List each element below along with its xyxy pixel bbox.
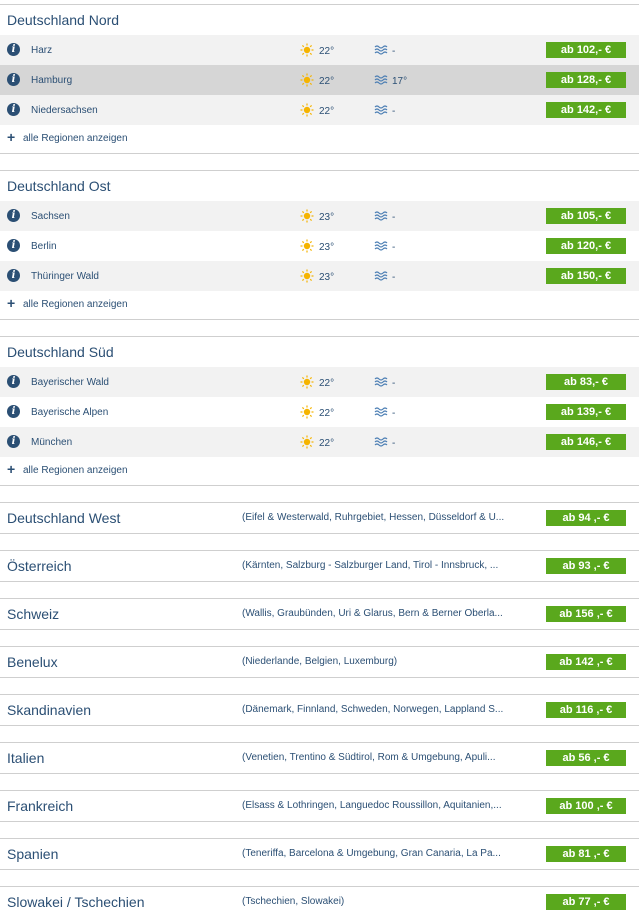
group-divider xyxy=(0,153,639,171)
show-all-label[interactable]: alle Regionen anzeigen xyxy=(23,299,128,310)
collapsed-group-schweiz[interactable] xyxy=(0,599,639,629)
price-button[interactable]: ab 102,- € xyxy=(546,42,626,58)
water-wave-icon xyxy=(374,105,390,115)
group-name-link[interactable]: Spanien xyxy=(7,846,59,862)
region-name-link[interactable]: Bayerischer Wald xyxy=(31,377,109,388)
group-divider xyxy=(0,485,639,503)
price-button[interactable]: ab 146,- € xyxy=(546,434,626,450)
water-temperature: 17° xyxy=(392,76,408,87)
region-row[interactable] xyxy=(0,427,639,457)
price-button[interactable]: ab 93 ,- € xyxy=(546,558,626,574)
price-button[interactable]: ab 150,- € xyxy=(546,268,626,284)
air-temperature: 23° xyxy=(319,212,335,223)
price-button[interactable]: ab 77 ,- € xyxy=(546,894,626,910)
water-wave-icon xyxy=(374,271,390,281)
plus-icon: + xyxy=(7,129,16,145)
water-temperature: - xyxy=(392,242,396,253)
region-group-sued xyxy=(0,337,639,485)
region-name-link[interactable]: München xyxy=(31,437,73,448)
water-temperature: - xyxy=(392,438,396,449)
region-name-link[interactable]: Niedersachsen xyxy=(31,105,98,116)
collapsed-group-italien[interactable] xyxy=(0,743,639,773)
plus-icon: + xyxy=(7,295,16,311)
group-subregions[interactable]: (Elsass & Lothringen, Languedoc Roussillon, Aquitanien,... xyxy=(242,800,502,811)
price-button[interactable]: ab 120,- € xyxy=(546,238,626,254)
price-button[interactable]: ab 56 ,- € xyxy=(546,750,626,766)
group-name-link[interactable]: Slowakei / Tschechien xyxy=(7,894,145,910)
group-divider xyxy=(0,629,639,647)
group-title: Deutschland Ost xyxy=(7,178,111,194)
water-wave-icon xyxy=(374,241,390,251)
group-subregions[interactable]: (Eifel & Westerwald, Ruhrgebiet, Hessen, Düsseldorf & U... xyxy=(242,512,505,523)
info-icon[interactable]: i xyxy=(7,375,20,388)
region-name-link[interactable]: Hamburg xyxy=(31,75,73,86)
info-icon[interactable]: i xyxy=(7,103,20,116)
group-subregions[interactable]: (Dänemark, Finnland, Schweden, Norwegen, Lappland S... xyxy=(242,704,504,715)
water-temperature: - xyxy=(392,272,396,283)
group-divider xyxy=(0,677,639,695)
region-group-ost xyxy=(0,171,639,319)
air-temperature: 22° xyxy=(319,438,335,449)
show-all-regions-link[interactable] xyxy=(0,291,639,319)
collapsed-group-frankreich[interactable] xyxy=(0,791,639,821)
water-wave-icon xyxy=(374,211,390,221)
water-temperature: - xyxy=(392,46,396,57)
collapsed-group-skandinavien[interactable] xyxy=(0,695,639,725)
plus-icon: + xyxy=(7,461,16,477)
group-name-link[interactable]: Skandinavien xyxy=(7,702,92,718)
price-button[interactable]: ab 105,- € xyxy=(546,208,626,224)
air-temperature: 22° xyxy=(319,378,335,389)
show-all-label[interactable]: alle Regionen anzeigen xyxy=(23,133,128,144)
group-subregions[interactable]: (Teneriffa, Barcelona & Umgebung, Gran Canaria, La Pa... xyxy=(242,848,501,859)
region-row[interactable] xyxy=(0,201,639,231)
info-icon[interactable]: i xyxy=(7,73,20,86)
air-temperature: 23° xyxy=(319,242,335,253)
info-icon[interactable]: i xyxy=(7,209,20,222)
collapsed-group-oesterreich[interactable] xyxy=(0,551,639,581)
group-divider xyxy=(0,533,639,551)
group-name-link[interactable]: Österreich xyxy=(7,558,72,574)
group-name-link[interactable]: Frankreich xyxy=(7,798,74,814)
sun-icon xyxy=(300,435,314,449)
group-title: Deutschland Nord xyxy=(7,12,120,28)
region-name-link[interactable]: Harz xyxy=(31,45,53,56)
region-row[interactable] xyxy=(0,65,639,95)
price-button[interactable]: ab 128,- € xyxy=(546,72,626,88)
region-name-link[interactable]: Sachsen xyxy=(31,211,70,222)
sun-icon xyxy=(300,375,314,389)
region-row[interactable] xyxy=(0,231,639,261)
sun-icon xyxy=(300,43,314,57)
water-wave-icon xyxy=(374,45,390,55)
water-wave-icon xyxy=(374,75,390,85)
region-name-link[interactable]: Berlin xyxy=(31,241,57,252)
price-button[interactable]: ab 142,- € xyxy=(546,102,626,118)
collapsed-group-slowakei-tschechien[interactable] xyxy=(0,887,639,917)
price-button[interactable]: ab 116 ,- € xyxy=(546,702,626,718)
group-subregions[interactable]: (Tschechien, Slowakei) xyxy=(242,896,345,907)
price-button[interactable]: ab 81 ,- € xyxy=(546,846,626,862)
group-title: Deutschland Süd xyxy=(7,344,114,360)
price-button[interactable]: ab 139,- € xyxy=(546,404,626,420)
water-wave-icon xyxy=(374,407,390,417)
group-name-link[interactable]: Deutschland West xyxy=(7,510,121,526)
group-divider xyxy=(0,773,639,791)
air-temperature: 22° xyxy=(319,408,335,419)
water-temperature: - xyxy=(392,408,396,419)
sun-icon xyxy=(300,239,314,253)
water-wave-icon xyxy=(374,377,390,387)
group-subregions[interactable]: (Niederlande, Belgien, Luxemburg) xyxy=(242,656,398,667)
show-all-label[interactable]: alle Regionen anzeigen xyxy=(23,465,128,476)
air-temperature: 22° xyxy=(319,76,335,87)
region-row[interactable] xyxy=(0,261,639,291)
show-all-regions-link[interactable] xyxy=(0,457,639,485)
region-name-link[interactable]: Bayerische Alpen xyxy=(31,407,109,418)
group-divider xyxy=(0,581,639,599)
collapsed-group-deutschland-west[interactable] xyxy=(0,503,639,533)
price-button[interactable]: ab 94 ,- € xyxy=(546,510,626,526)
region-row[interactable] xyxy=(0,95,639,125)
collapsed-group-benelux[interactable] xyxy=(0,647,639,677)
air-temperature: 23° xyxy=(319,272,335,283)
group-name-link[interactable]: Benelux xyxy=(7,654,58,670)
info-icon[interactable]: i xyxy=(7,43,20,56)
water-temperature: - xyxy=(392,378,396,389)
air-temperature: 22° xyxy=(319,46,335,57)
price-button[interactable]: ab 142 ,- € xyxy=(546,654,626,670)
group-name-link[interactable]: Italien xyxy=(7,750,45,766)
group-name-link[interactable]: Schweiz xyxy=(7,606,60,622)
region-row[interactable] xyxy=(0,397,639,427)
group-divider xyxy=(0,869,639,887)
group-divider xyxy=(0,725,639,743)
price-button[interactable]: ab 156 ,- € xyxy=(546,606,626,622)
water-wave-icon xyxy=(374,437,390,447)
sun-icon xyxy=(300,73,314,87)
group-divider xyxy=(0,821,639,839)
sun-icon xyxy=(300,103,314,117)
info-icon[interactable]: i xyxy=(7,269,20,282)
group-subregions[interactable]: (Wallis, Graubünden, Uri & Glarus, Bern & Berner Oberla... xyxy=(242,608,503,619)
water-temperature: - xyxy=(392,212,396,223)
sun-icon xyxy=(300,209,314,223)
info-icon[interactable]: i xyxy=(7,405,20,418)
collapsed-group-spanien[interactable] xyxy=(0,839,639,869)
price-button[interactable]: ab 83,- € xyxy=(546,374,626,390)
group-subregions[interactable]: (Kärnten, Salzburg - Salzburger Land, Tirol - Innsbruck, ... xyxy=(242,560,499,571)
region-name-link[interactable]: Thüringer Wald xyxy=(31,271,99,282)
info-icon[interactable]: i xyxy=(7,239,20,252)
region-row[interactable] xyxy=(0,367,639,397)
region-row[interactable] xyxy=(0,35,639,65)
group-divider xyxy=(0,319,639,337)
group-subregions[interactable]: (Venetien, Trentino & Südtirol, Rom & Umgebung, Apuli... xyxy=(242,752,496,763)
sun-icon xyxy=(300,269,314,283)
info-icon[interactable]: i xyxy=(7,435,20,448)
sun-icon xyxy=(300,405,314,419)
price-button[interactable]: ab 100 ,- € xyxy=(546,798,626,814)
show-all-regions-link[interactable] xyxy=(0,125,639,153)
water-temperature: - xyxy=(392,106,396,117)
air-temperature: 22° xyxy=(319,106,335,117)
region-group-nord xyxy=(0,5,639,153)
